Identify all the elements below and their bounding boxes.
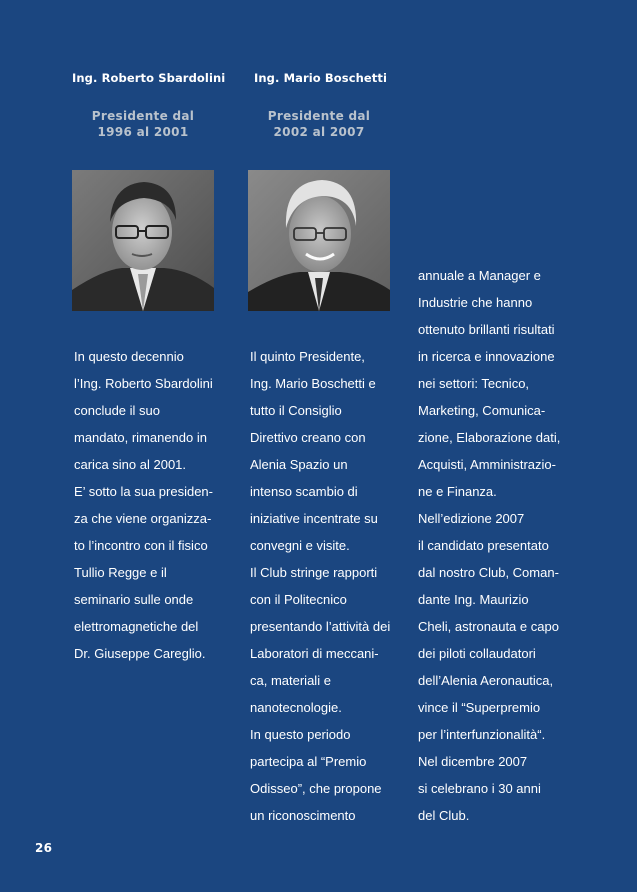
text-line: nanotecnologie.: [250, 700, 342, 715]
text-line: nei settori: Tecnico,: [418, 376, 530, 391]
text-line: convegni e visite.: [250, 538, 350, 553]
text-line: mandato, rimanendo in: [74, 430, 207, 445]
text-line: annuale a Manager e: [418, 268, 541, 283]
text-line: dante Ing. Maurizio: [418, 592, 529, 607]
text-line: za che viene organizza-: [74, 511, 212, 526]
text-line: ca, materiali e: [250, 673, 331, 688]
text-line: carica sino al 2001.: [74, 457, 187, 472]
text-line: ne e Finanza.: [418, 484, 497, 499]
tenure-line: 1996 al 2001: [97, 125, 189, 139]
tenure-line: Presidente dal: [91, 109, 195, 123]
text-column-left: [74, 343, 213, 667]
text-line: Laboratori di meccani-: [250, 646, 379, 661]
text-column-right: [418, 262, 560, 829]
text-line: si celebrano i 30 anni: [418, 781, 541, 796]
text-line: il candidato presentato: [418, 538, 549, 553]
text-line: seminario sulle onde: [74, 592, 194, 607]
portrait-sbardolini: [72, 170, 214, 311]
text-line: per l’interfunzionalità“.: [418, 727, 546, 742]
text-line: Alenia Spazio un: [250, 457, 348, 472]
text-line: to l’incontro con il fisico: [74, 538, 208, 553]
text-line: Odisseo”, che propone: [250, 781, 382, 796]
text-line: un riconoscimento: [250, 808, 356, 823]
portrait-boschetti: [248, 170, 390, 311]
text-line: intenso scambio di: [250, 484, 358, 499]
text-line: Cheli, astronauta e capo: [418, 619, 559, 634]
text-line: iniziative incentrate su: [250, 511, 378, 526]
text-line: In questo decennio: [74, 349, 184, 364]
text-line: in ricerca e innovazione: [418, 349, 555, 364]
text-line: tutto il Consiglio: [250, 403, 342, 418]
president-name-sbardolini: Ing. Roberto Sbardolini: [72, 71, 226, 85]
text-line: zione, Elaborazione dati,: [418, 430, 561, 445]
tenure-sbardolini: [72, 108, 214, 140]
tenure-boschetti: [248, 108, 390, 140]
text-line: Il quinto Presidente,: [250, 349, 365, 364]
text-line: conclude il suo: [74, 403, 160, 418]
text-line: presentando l’attività dei: [250, 619, 391, 634]
text-line: Tullio Regge e il: [74, 565, 167, 580]
text-line: dei piloti collaudatori: [418, 646, 536, 661]
text-line: ottenuto brillanti risultati: [418, 322, 555, 337]
text-line: In questo periodo: [250, 727, 351, 742]
text-line: E’ sotto la sua presiden-: [74, 484, 213, 499]
text-line: Il Club stringe rapporti: [250, 565, 378, 580]
text-line: Direttivo creano con: [250, 430, 366, 445]
tenure-line: 2002 al 2007: [273, 125, 365, 139]
text-line: l’Ing. Roberto Sbardolini: [74, 376, 213, 391]
text-line: Nel dicembre 2007: [418, 754, 528, 769]
text-line: partecipa al “Premio: [250, 754, 367, 769]
text-column-middle: [250, 343, 390, 829]
page-number: 26: [35, 841, 53, 855]
text-line: del Club.: [418, 808, 470, 823]
tenure-line: Presidente dal: [267, 109, 371, 123]
text-line: Nell’edizione 2007: [418, 511, 525, 526]
text-line: Dr. Giuseppe Careglio.: [74, 646, 206, 661]
text-line: Industrie che hanno: [418, 295, 533, 310]
text-line: elettromagnetiche del: [74, 619, 199, 634]
text-line: dell’Alenia Aeronautica,: [418, 673, 554, 688]
text-line: Marketing, Comunica-: [418, 403, 546, 418]
text-line: dal nostro Club, Coman-: [418, 565, 559, 580]
text-line: Ing. Mario Boschetti e: [250, 376, 376, 391]
text-line: con il Politecnico: [250, 592, 347, 607]
text-line: Acquisti, Amministrazio-: [418, 457, 556, 472]
president-name-boschetti: Ing. Mario Boschetti: [254, 71, 388, 85]
text-line: vince il “Superpremio: [418, 700, 541, 715]
